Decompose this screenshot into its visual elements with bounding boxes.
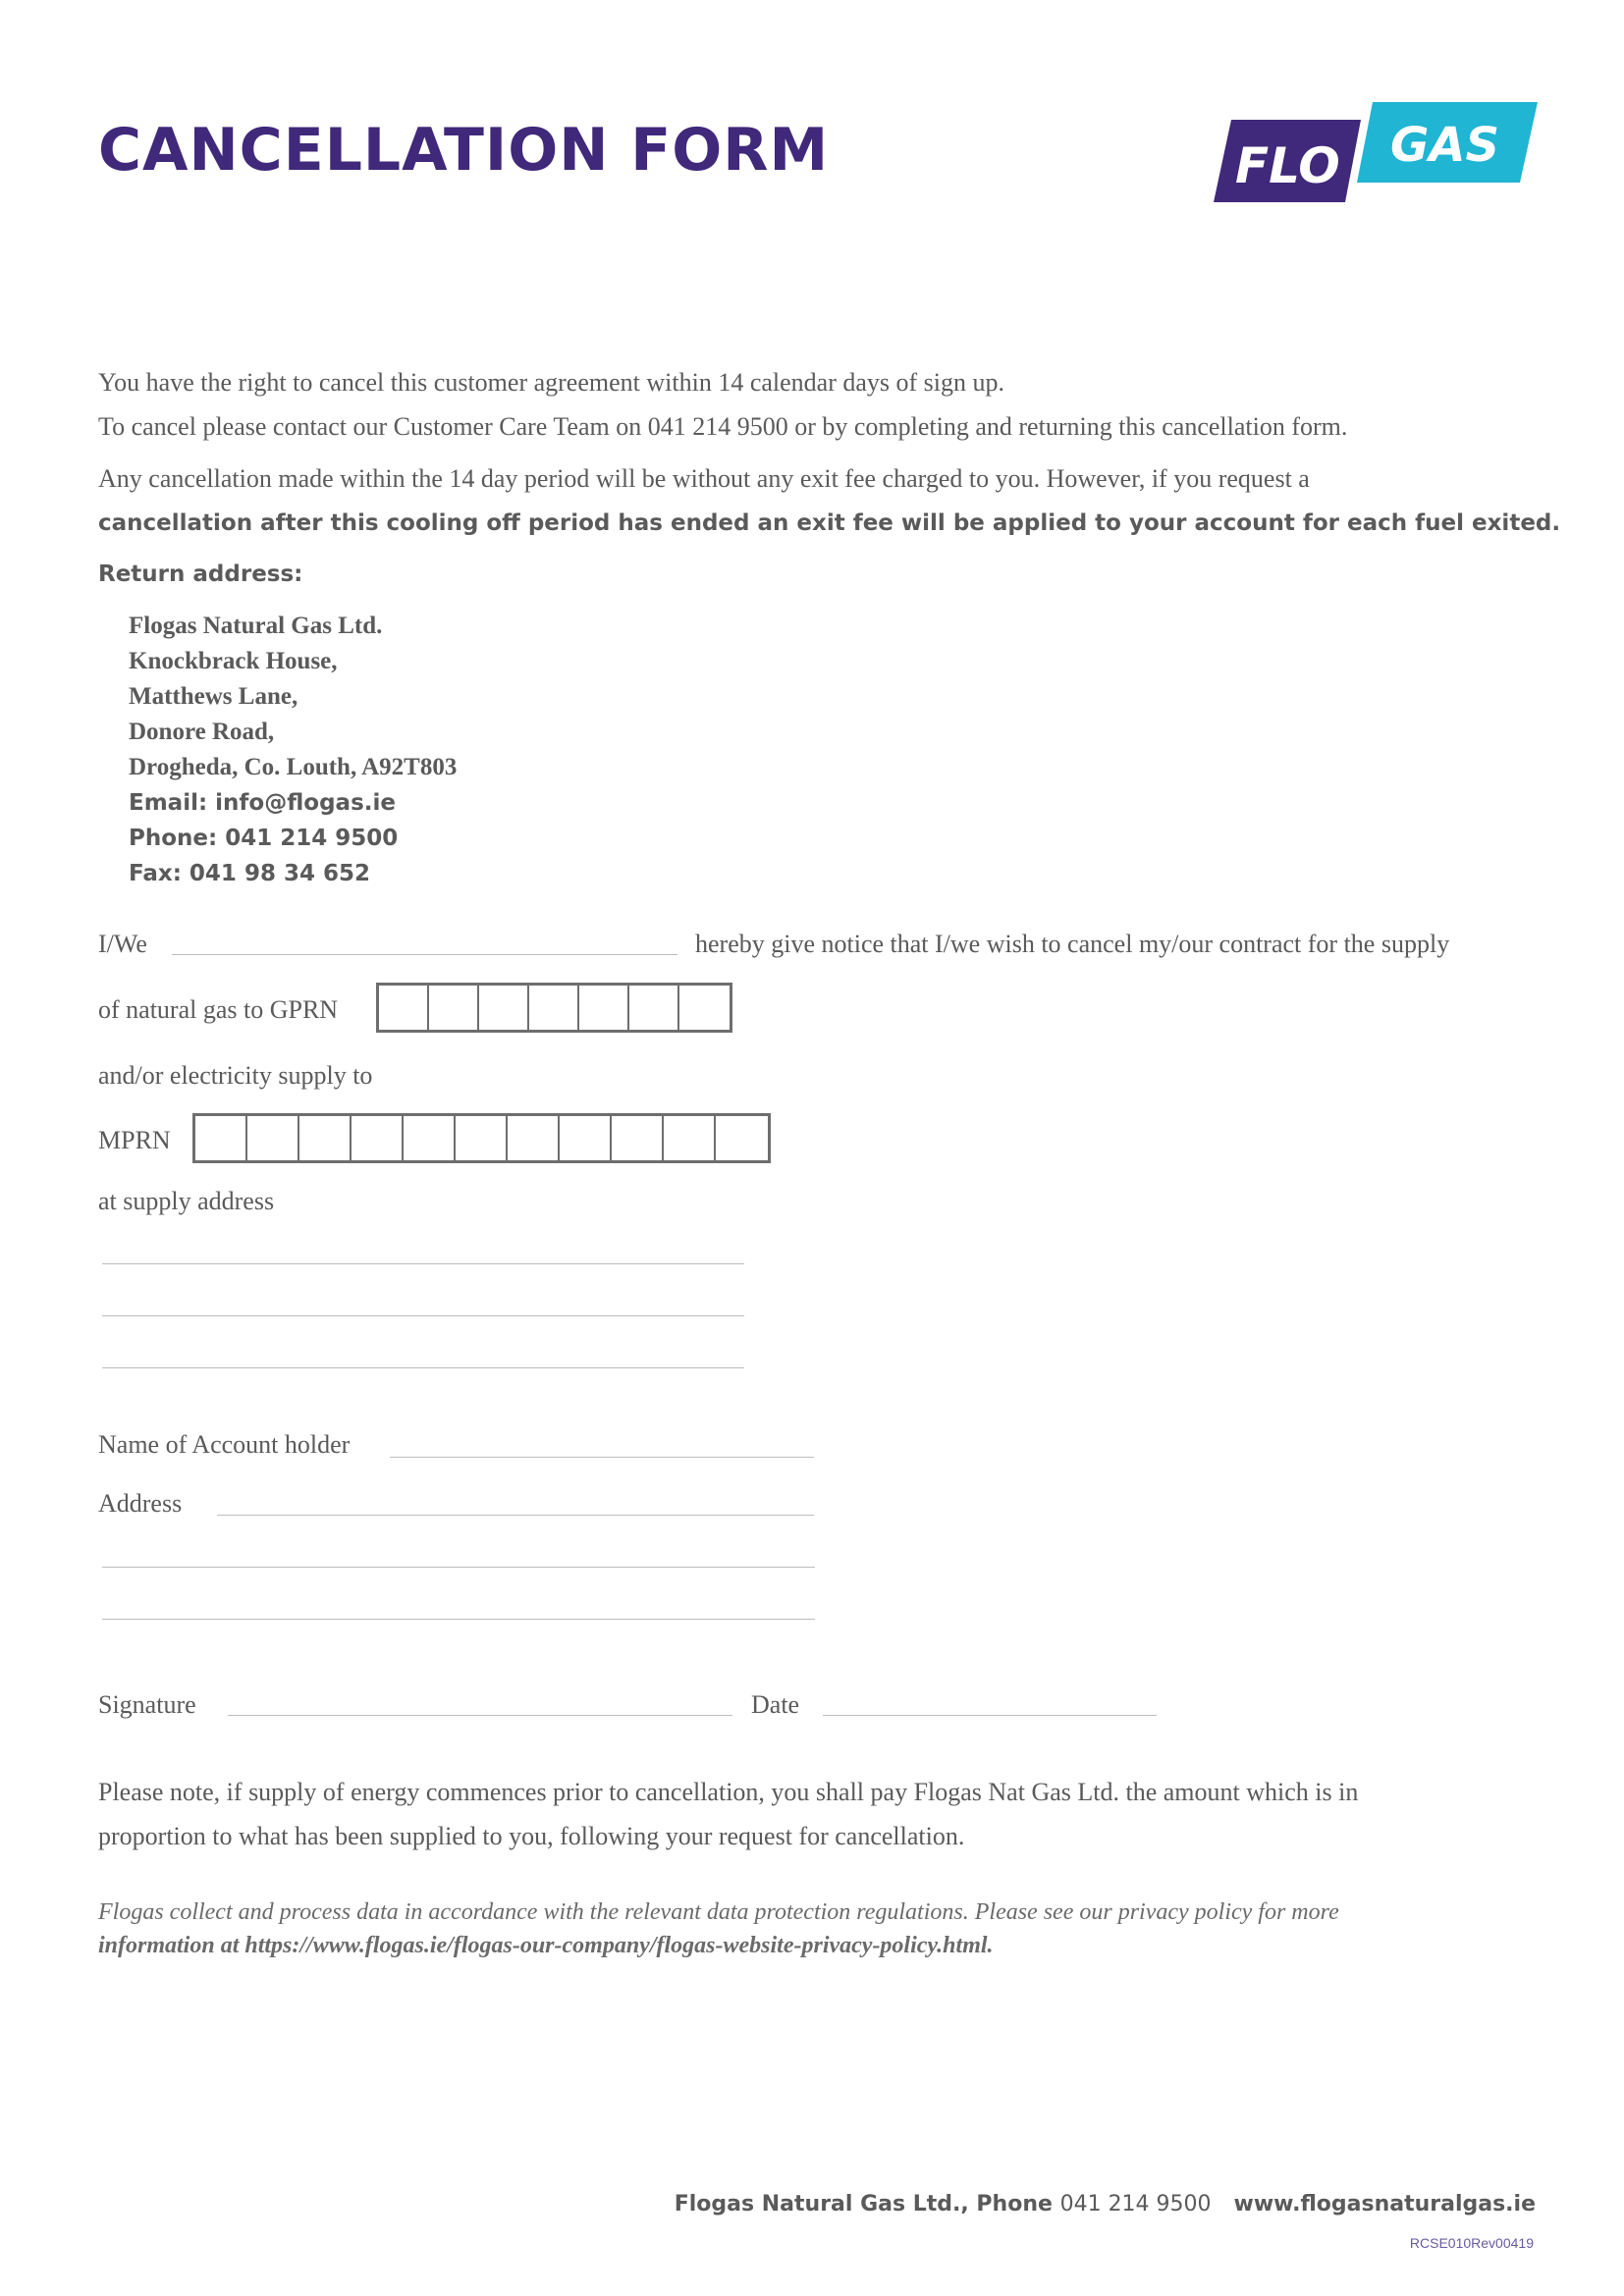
address-field-2[interactable] (102, 1567, 815, 1568)
footer-phone: 041 214 9500 (1059, 2192, 1212, 2216)
logo-flo-text: FLO (1235, 137, 1340, 194)
address-line: Donore Road, (129, 719, 275, 745)
address-email: Email: info@flogas.ie (129, 790, 396, 816)
date-field[interactable] (823, 1715, 1157, 1716)
mprn-digit-box[interactable] (404, 1116, 456, 1160)
notice-text: hereby give notice that I/we wish to cancel my/our contract for the supply (695, 930, 1450, 958)
page-title: CANCELLATION FORM (98, 116, 830, 185)
document-reference: RCSE010Rev00419 (1409, 2235, 1534, 2251)
footer-website[interactable]: www.flogasnaturalgas.ie (1233, 2192, 1536, 2216)
gprn-digit-box[interactable] (379, 986, 429, 1030)
supply-address-field-2[interactable] (102, 1315, 744, 1316)
gprn-digit-box[interactable] (429, 986, 479, 1030)
signature-label: Signature (98, 1690, 196, 1719)
gprn-digit-box[interactable] (529, 986, 579, 1030)
mprn-digit-box[interactable] (508, 1116, 560, 1160)
gprn-digit-box[interactable] (579, 986, 629, 1030)
mprn-digit-box[interactable] (299, 1116, 352, 1160)
intro-line-2: To cancel please contact our Customer Care Team on 041 214 9500 or by completing and returning this cancellation form. (98, 412, 1348, 441)
gprn-digit-box[interactable] (629, 986, 679, 1030)
address-label: Address (98, 1489, 183, 1518)
address-line: Drogheda, Co. Louth, A92T803 (129, 754, 458, 780)
intro-line-3: Any cancellation made within the 14 day period will be without any exit fee charged to you. However, if you request a (98, 464, 1310, 493)
mprn-digit-box[interactable] (247, 1116, 299, 1160)
return-address (129, 609, 457, 891)
address-line: Flogas Natural Gas Ltd. (129, 613, 383, 639)
gprn-digit-box[interactable] (679, 986, 730, 1030)
signature-field[interactable] (228, 1715, 732, 1716)
mprn-digit-box[interactable] (560, 1116, 612, 1160)
mprn-digit-box[interactable] (456, 1116, 508, 1160)
iwe-name-field[interactable] (172, 954, 677, 955)
logo-gas-text: GAS (1390, 118, 1500, 173)
privacy-line-1: Flogas collect and process data in accordance with the relevant data protection regulations. Please see our privacy policy for more (98, 1899, 1339, 1925)
address-line: Knockbrack House, (129, 648, 338, 674)
mprn-digit-box[interactable] (664, 1116, 716, 1160)
mprn-digit-box[interactable] (612, 1116, 664, 1160)
note-line-2: proportion to what has been supplied to you, following your request for cancellation. (98, 1822, 965, 1850)
supply-address-field-1[interactable] (102, 1263, 744, 1264)
address-phone: Phone: 041 214 9500 (129, 826, 399, 851)
note-line-1: Please note, if supply of energy commences prior to cancellation, you shall pay Flogas Nat Gas Ltd. the amount which is in (98, 1778, 1359, 1806)
gprn-label: of natural gas to GPRN (98, 995, 339, 1024)
return-address-heading: Return address: (98, 561, 303, 587)
footer-contact (675, 2192, 1536, 2216)
gprn-digit-box[interactable] (479, 986, 529, 1030)
mprn-label: MPRN (98, 1126, 171, 1154)
electricity-label: and/or electricity supply to (98, 1061, 373, 1090)
address-field-1[interactable] (217, 1515, 814, 1516)
mprn-digit-box[interactable] (195, 1116, 247, 1160)
iwe-label: I/We (98, 930, 147, 958)
mprn-digit-box[interactable] (352, 1116, 404, 1160)
supply-address-field-3[interactable] (102, 1367, 744, 1368)
account-holder-label: Name of Account holder (98, 1430, 351, 1459)
flogas-logo (1214, 98, 1538, 208)
intro-line-4: cancellation after this cooling off period has ended an exit fee will be applied to your account for each fuel exited. (98, 510, 1561, 536)
address-line: Matthews Lane, (129, 683, 298, 710)
account-holder-field[interactable] (390, 1457, 814, 1458)
date-label: Date (751, 1690, 800, 1719)
address-fax: Fax: 041 98 34 652 (129, 861, 370, 886)
supply-address-label: at supply address (98, 1187, 275, 1215)
footer-company: Flogas Natural Gas Ltd., Phone (674, 2192, 1053, 2216)
privacy-line-2: information at https://www.flogas.ie/flogas-our-company/flogas-website-privacy-policy.html. (98, 1933, 994, 1958)
mprn-boxes[interactable] (192, 1113, 771, 1163)
gprn-boxes[interactable] (376, 983, 732, 1033)
mprn-digit-box[interactable] (716, 1116, 768, 1160)
intro-line-1: You have the right to cancel this customer agreement within 14 calendar days of sign up. (98, 368, 1005, 397)
address-field-3[interactable] (102, 1619, 815, 1620)
